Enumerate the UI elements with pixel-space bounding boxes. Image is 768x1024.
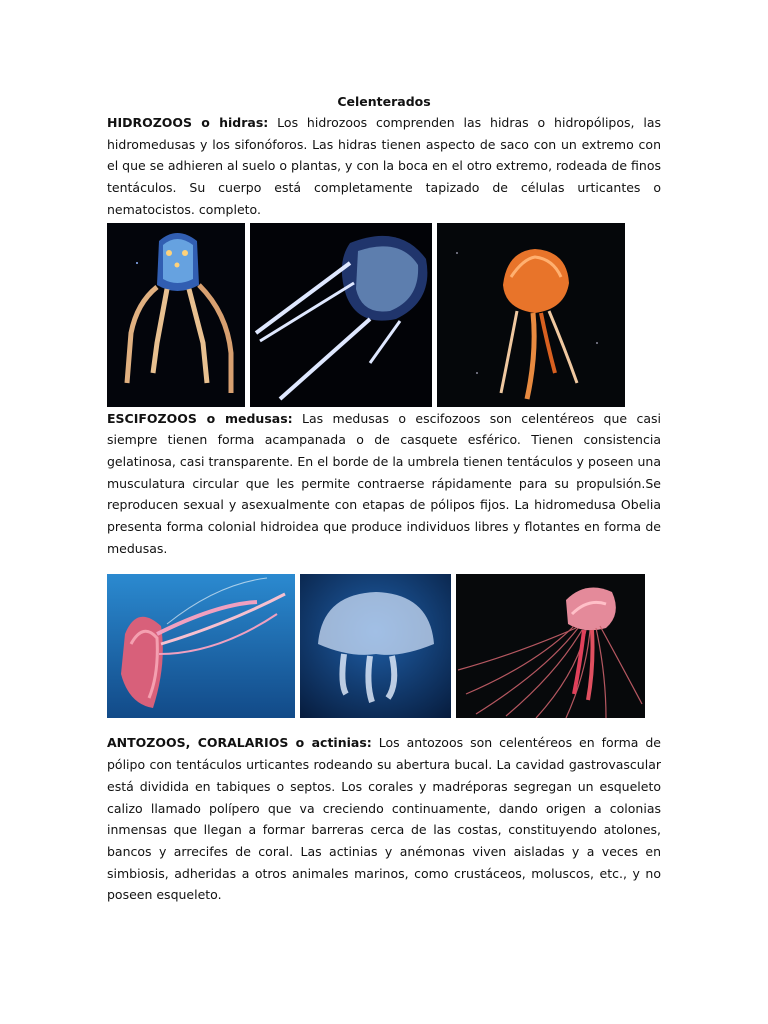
section-heading: ESCIFOZOOS o medusas: — [107, 410, 293, 426]
image-row-escifozoos — [107, 574, 661, 718]
box-jellyfish-image — [107, 223, 245, 407]
section-escifozoos — [107, 408, 661, 560]
section-heading: HIDROZOOS o hidras: — [107, 115, 269, 130]
section-text: Los antozoos son celentéreos en forma de pólipo con tentáculos urticantes rodeando su abertura bucal. La cavidad gastrovascular está dividida en tabiques o septos. Los corales y madréporas segregan un esqueleto calizo llamado polípero que va creciendo continuamente, dando origen a colonias inmensas que llegan a formar barreras cerca de las costas, constituyendo atolones, bancos y arrecifes de coral. Las actinias y anémonas viven aisladas y a veces en simbiosis, adheridas a otros animales marinos, como crustáceos, moluscos, etc., y no poseen esqueleto. — [107, 735, 661, 903]
document-page — [107, 92, 661, 906]
transparent-jellyfish-image — [250, 223, 432, 407]
orange-jellyfish-image — [437, 223, 625, 407]
section-heading: ANTOZOOS, CORALARIOS o actinias: — [107, 735, 372, 751]
section-text: Los hidrozoos comprenden las hidras o hidropólipos, las hidromedusas y los sifonóforos. Las hidras tienen aspecto de saco con un extremo con el que se adhieren al suelo o plantas, y con la boca en el otro extremo, rodeada de finos tentáculos. Su cuerpo está completamente tapizado de células urticantes o nematocistos. completo. — [107, 115, 661, 217]
pelagia-jellyfish-image — [107, 574, 295, 718]
section-text: Las medusas o escifozoos son celentéreos que casi siempre tienen forma acampanada o de casquete esférico. Tienen consistencia gelatinosa, casi transparente. En el borde de la umbrela tienen tentáculos y poseen una musculatura circular que les permite contraerse rápidamente para su propulsión.Se reproducen sexual y asexualmente con etapas de pólipos fijos. La hidromedusa Obelia presenta forma colonial hidroidea que produce individuos libres y flotantes en forma de medusas. — [107, 410, 661, 556]
document-title: Celenterados — [337, 94, 431, 109]
lions-mane-jellyfish-image — [456, 574, 645, 718]
image-row-hidrozoos — [107, 223, 661, 407]
section-antozoos — [107, 732, 661, 906]
moon-jellyfish-image — [300, 574, 451, 718]
section-hidrozoos — [107, 112, 661, 221]
